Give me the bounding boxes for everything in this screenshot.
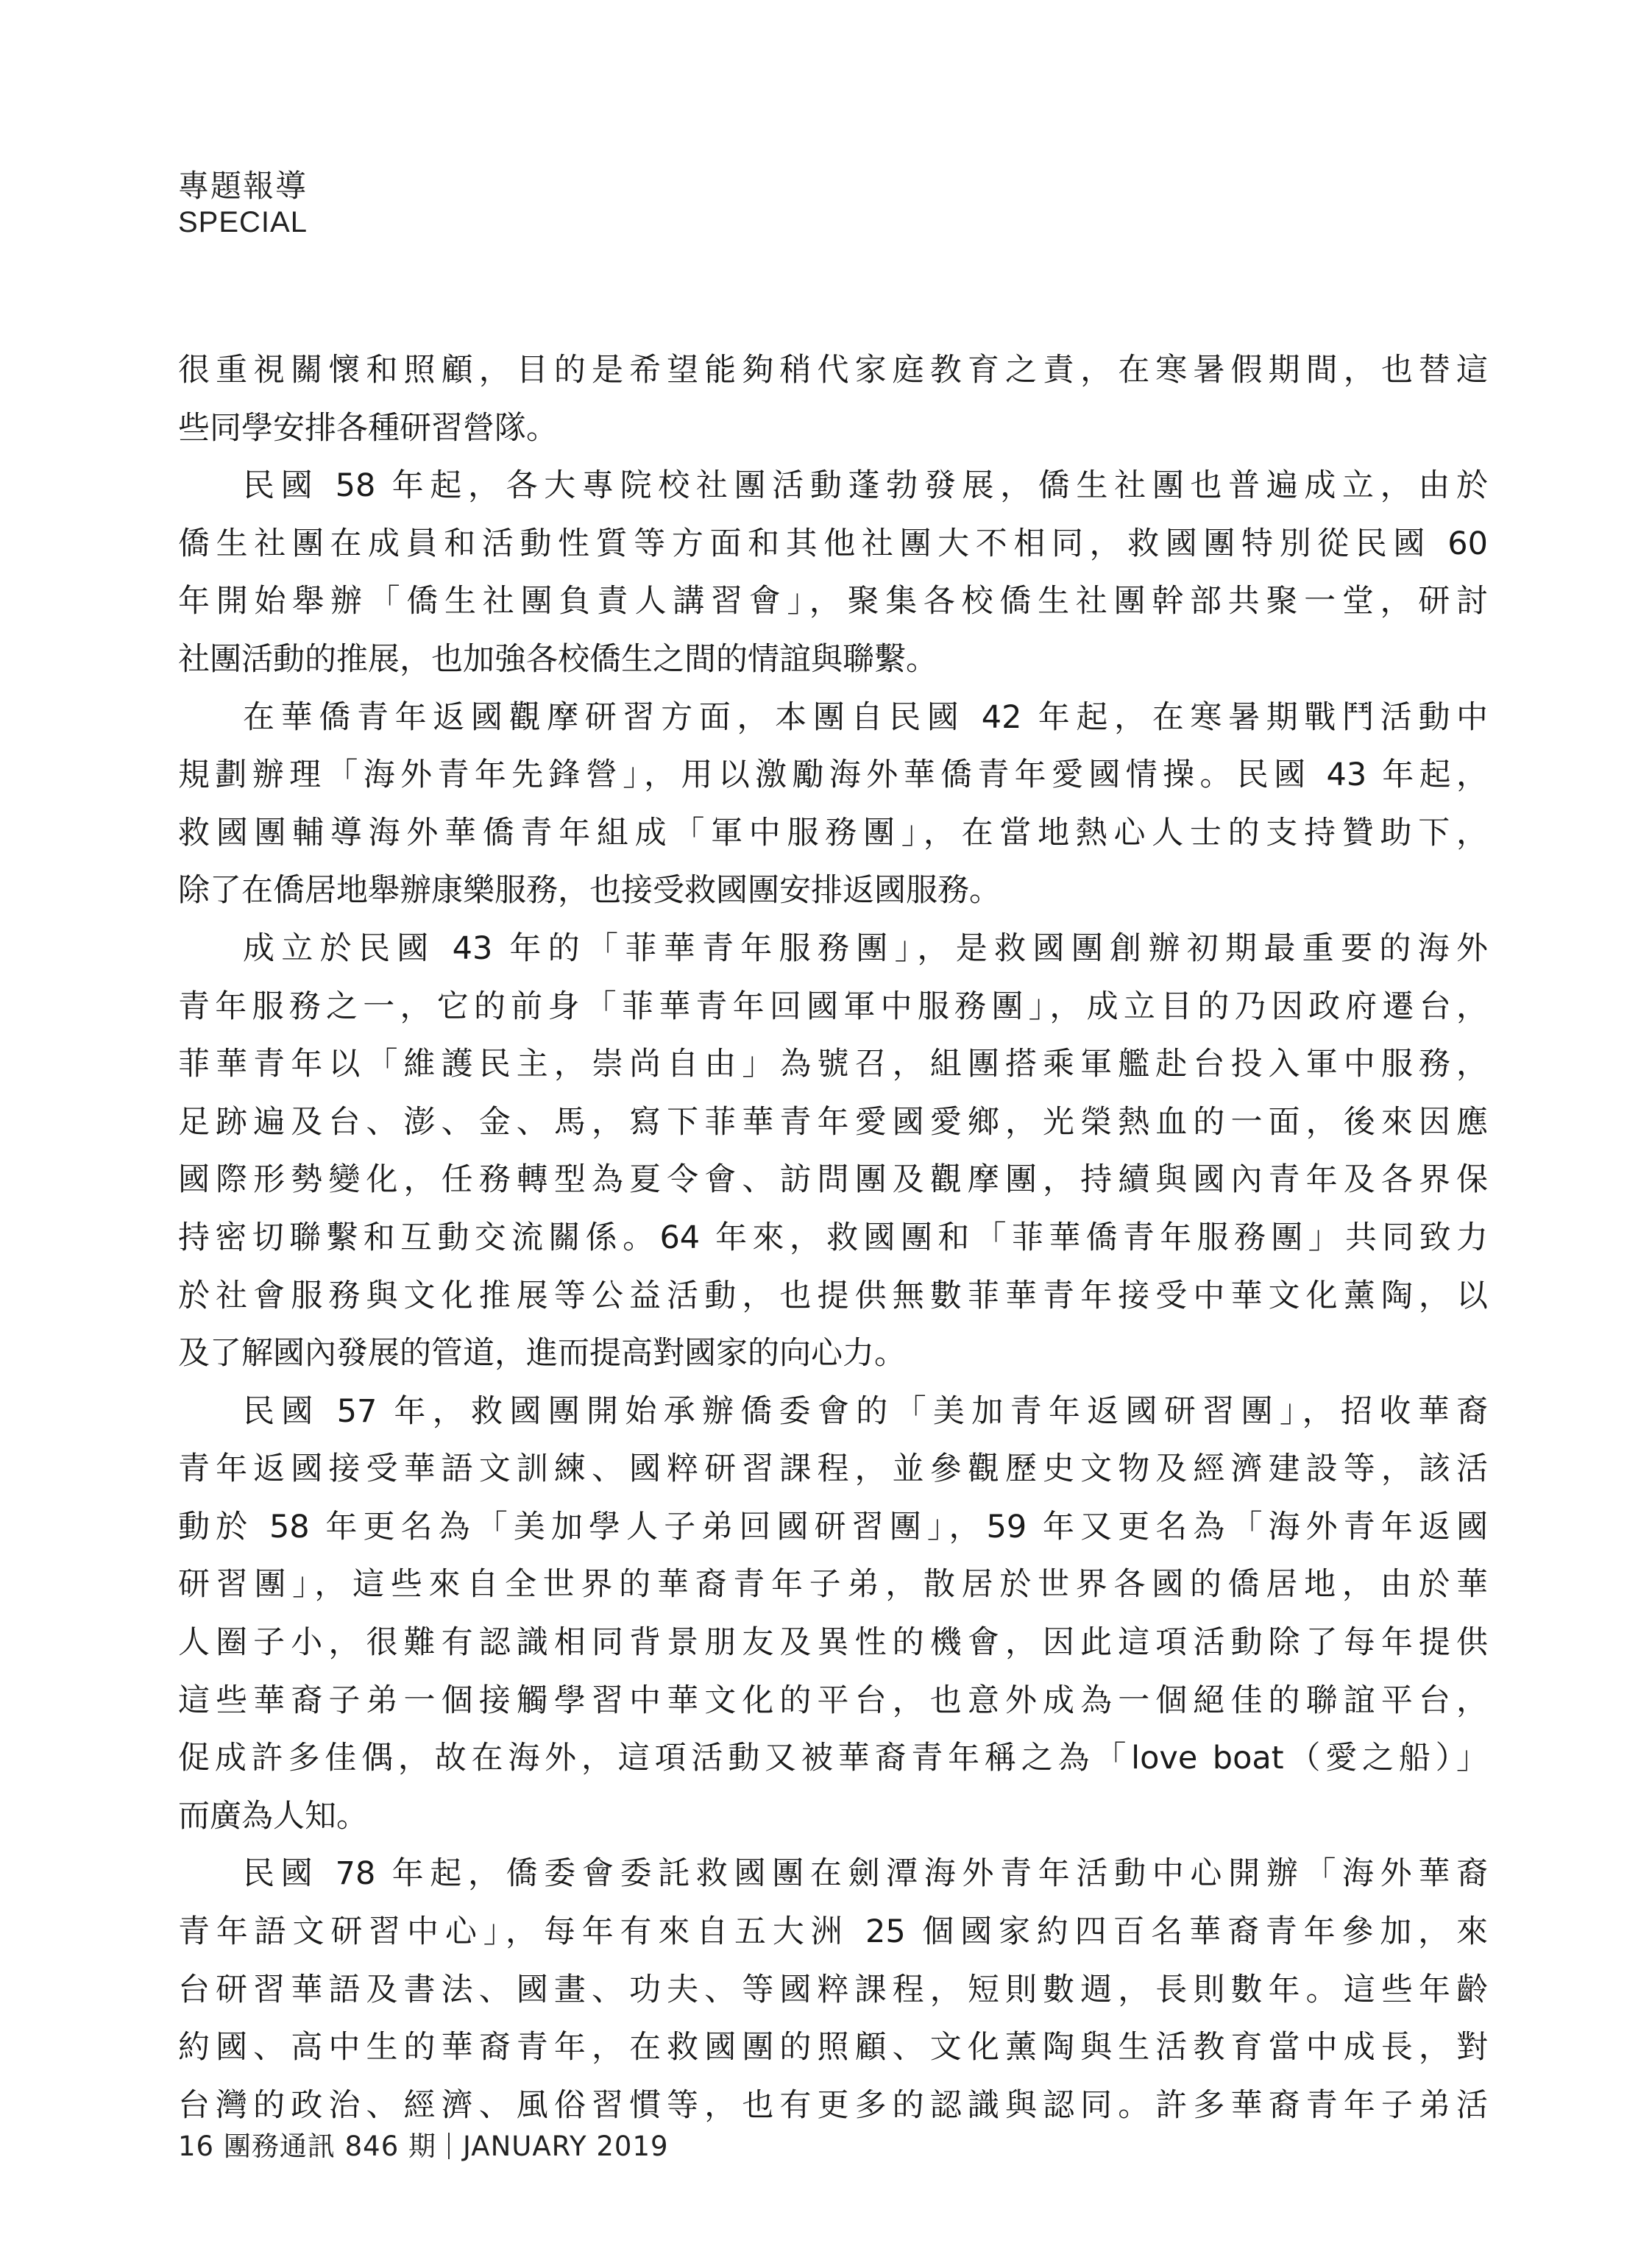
text-line: 青年返國接受華語文訓練、國粹研習課程，並參觀歷史文物及經濟建設等，該活 (178, 1450, 1488, 1488)
text-line: 約國、高中生的華裔青年，在救國團的照顧、文化薰陶與生活教育當中成長，對 (178, 2029, 1488, 2066)
text-line: 台灣的政治、經濟、風俗習慣等，也有更多的認識與認同。許多華裔青年子弟活 (178, 2086, 1488, 2124)
text-line: 菲華青年以「維護民主，崇尚自由」為號召，組團搭乘軍艦赴台投入軍中服務， (178, 1046, 1488, 1083)
text-line: 很重視關懷和照顧，目的是希望能夠稍代家庭教育之責，在寒暑假期間，也替這 (178, 352, 1488, 389)
section-label (178, 168, 308, 240)
text-line: 促成許多佳偶，故在海外，這項活動又被華裔青年稱之為「love boat（愛之船）」 (178, 1740, 1488, 1777)
text-line: 民國 78 年起，僑委會委託救國團在劍潭海外青年活動中心開辦「海外華裔 (243, 1855, 1488, 1893)
page-footer (178, 2124, 669, 2164)
text-line: 成立於民國 43 年的「菲華青年服務團」，是救國團創辦初期最重要的海外 (243, 929, 1488, 967)
text-line: 規劃辦理「海外青年先鋒營」，用以激勵海外華僑青年愛國情操。民國 43 年起， (178, 757, 1488, 794)
text-line: 青年語文研習中心」，每年有來自五大洲 25 個國家約四百名華裔青年參加，來 (178, 1913, 1488, 1951)
text-line: 社團活動的推展，也加強各校僑生之間的情誼與聯繫。 (178, 640, 937, 678)
text-line: 救國團輔導海外華僑青年組成「軍中服務團」，在當地熱心人士的支持贊助下， (178, 814, 1488, 851)
text-line: 青年服務之一，它的前身「菲華青年回國軍中服務團」，成立目的乃因政府遷台， (178, 988, 1488, 1025)
text-line: 除了在僑居地舉辦康樂服務，也接受救國團安排返國服務。 (178, 872, 1001, 910)
footer-divider (448, 2133, 450, 2159)
section-title-en: SPECIAL (178, 206, 308, 239)
text-line: 台研習華語及書法、國畫、功夫、等國粹課程，短則數週，長則數年。這些年齡 (178, 1971, 1488, 2008)
article-body (178, 341, 1488, 2134)
text-line: 在華僑青年返國觀摩研習方面，本團自民國 42 年起，在寒暑期戰鬥活動中 (243, 698, 1488, 736)
publication-name: 團務通訊 846 期 (223, 2130, 437, 2162)
text-line: 研習團」，這些來自全世界的華裔青年子弟，散居於世界各國的僑居地，由於華 (178, 1566, 1488, 1604)
text-line: 這些華裔子弟一個接觸學習中華文化的平台，也意外成為一個絕佳的聯誼平台， (178, 1682, 1488, 1719)
text-line: 僑生社團在成員和活動性質等方面和其他社團大不相同，救國團特別從民國 60 (178, 525, 1488, 562)
text-line: 民國 57 年，救國團開始承辦僑委會的「美加青年返國研習團」，招收華裔 (243, 1392, 1488, 1430)
text-line: 而廣為人知。 (178, 1797, 368, 1835)
text-line: 些同學安排各種研習營隊。 (178, 409, 558, 447)
section-title-zh: 專題報導 (178, 168, 308, 204)
text-line: 動於 58 年更名為「美加學人子弟回國研習團」，59 年又更名為「海外青年返國 (178, 1508, 1488, 1545)
text-line: 民國 58 年起，各大專院校社團活動蓬勃發展，僑生社團也普遍成立，由於 (243, 467, 1488, 505)
page-number: 16 (178, 2130, 215, 2162)
text-line: 年開始舉辦「僑生社團負責人講習會」，聚集各校僑生社團幹部共聚一堂，研討 (178, 583, 1488, 620)
text-line: 人圈子小，很難有認識相同背景朋友及異性的機會，因此這項活動除了每年提供 (178, 1624, 1488, 1662)
issue-date: JANUARY 2019 (463, 2130, 669, 2162)
text-line: 及了解國內發展的管道，進而提高對國家的向心力。 (178, 1335, 906, 1372)
text-line: 足跡遍及台、澎、金、馬，寫下菲華青年愛國愛鄉，光榮熱血的一面，後來因應 (178, 1103, 1488, 1141)
text-line: 持密切聯繫和互動交流關係。64 年來，救國團和「菲華僑青年服務團」共同致力 (178, 1219, 1488, 1256)
text-line: 國際形勢變化，任務轉型為夏令會、訪問團及觀摩團，持續與國內青年及各界保 (178, 1161, 1488, 1199)
text-line: 於社會服務與文化推展等公益活動，也提供無數菲華青年接受中華文化薰陶，以 (178, 1277, 1488, 1314)
